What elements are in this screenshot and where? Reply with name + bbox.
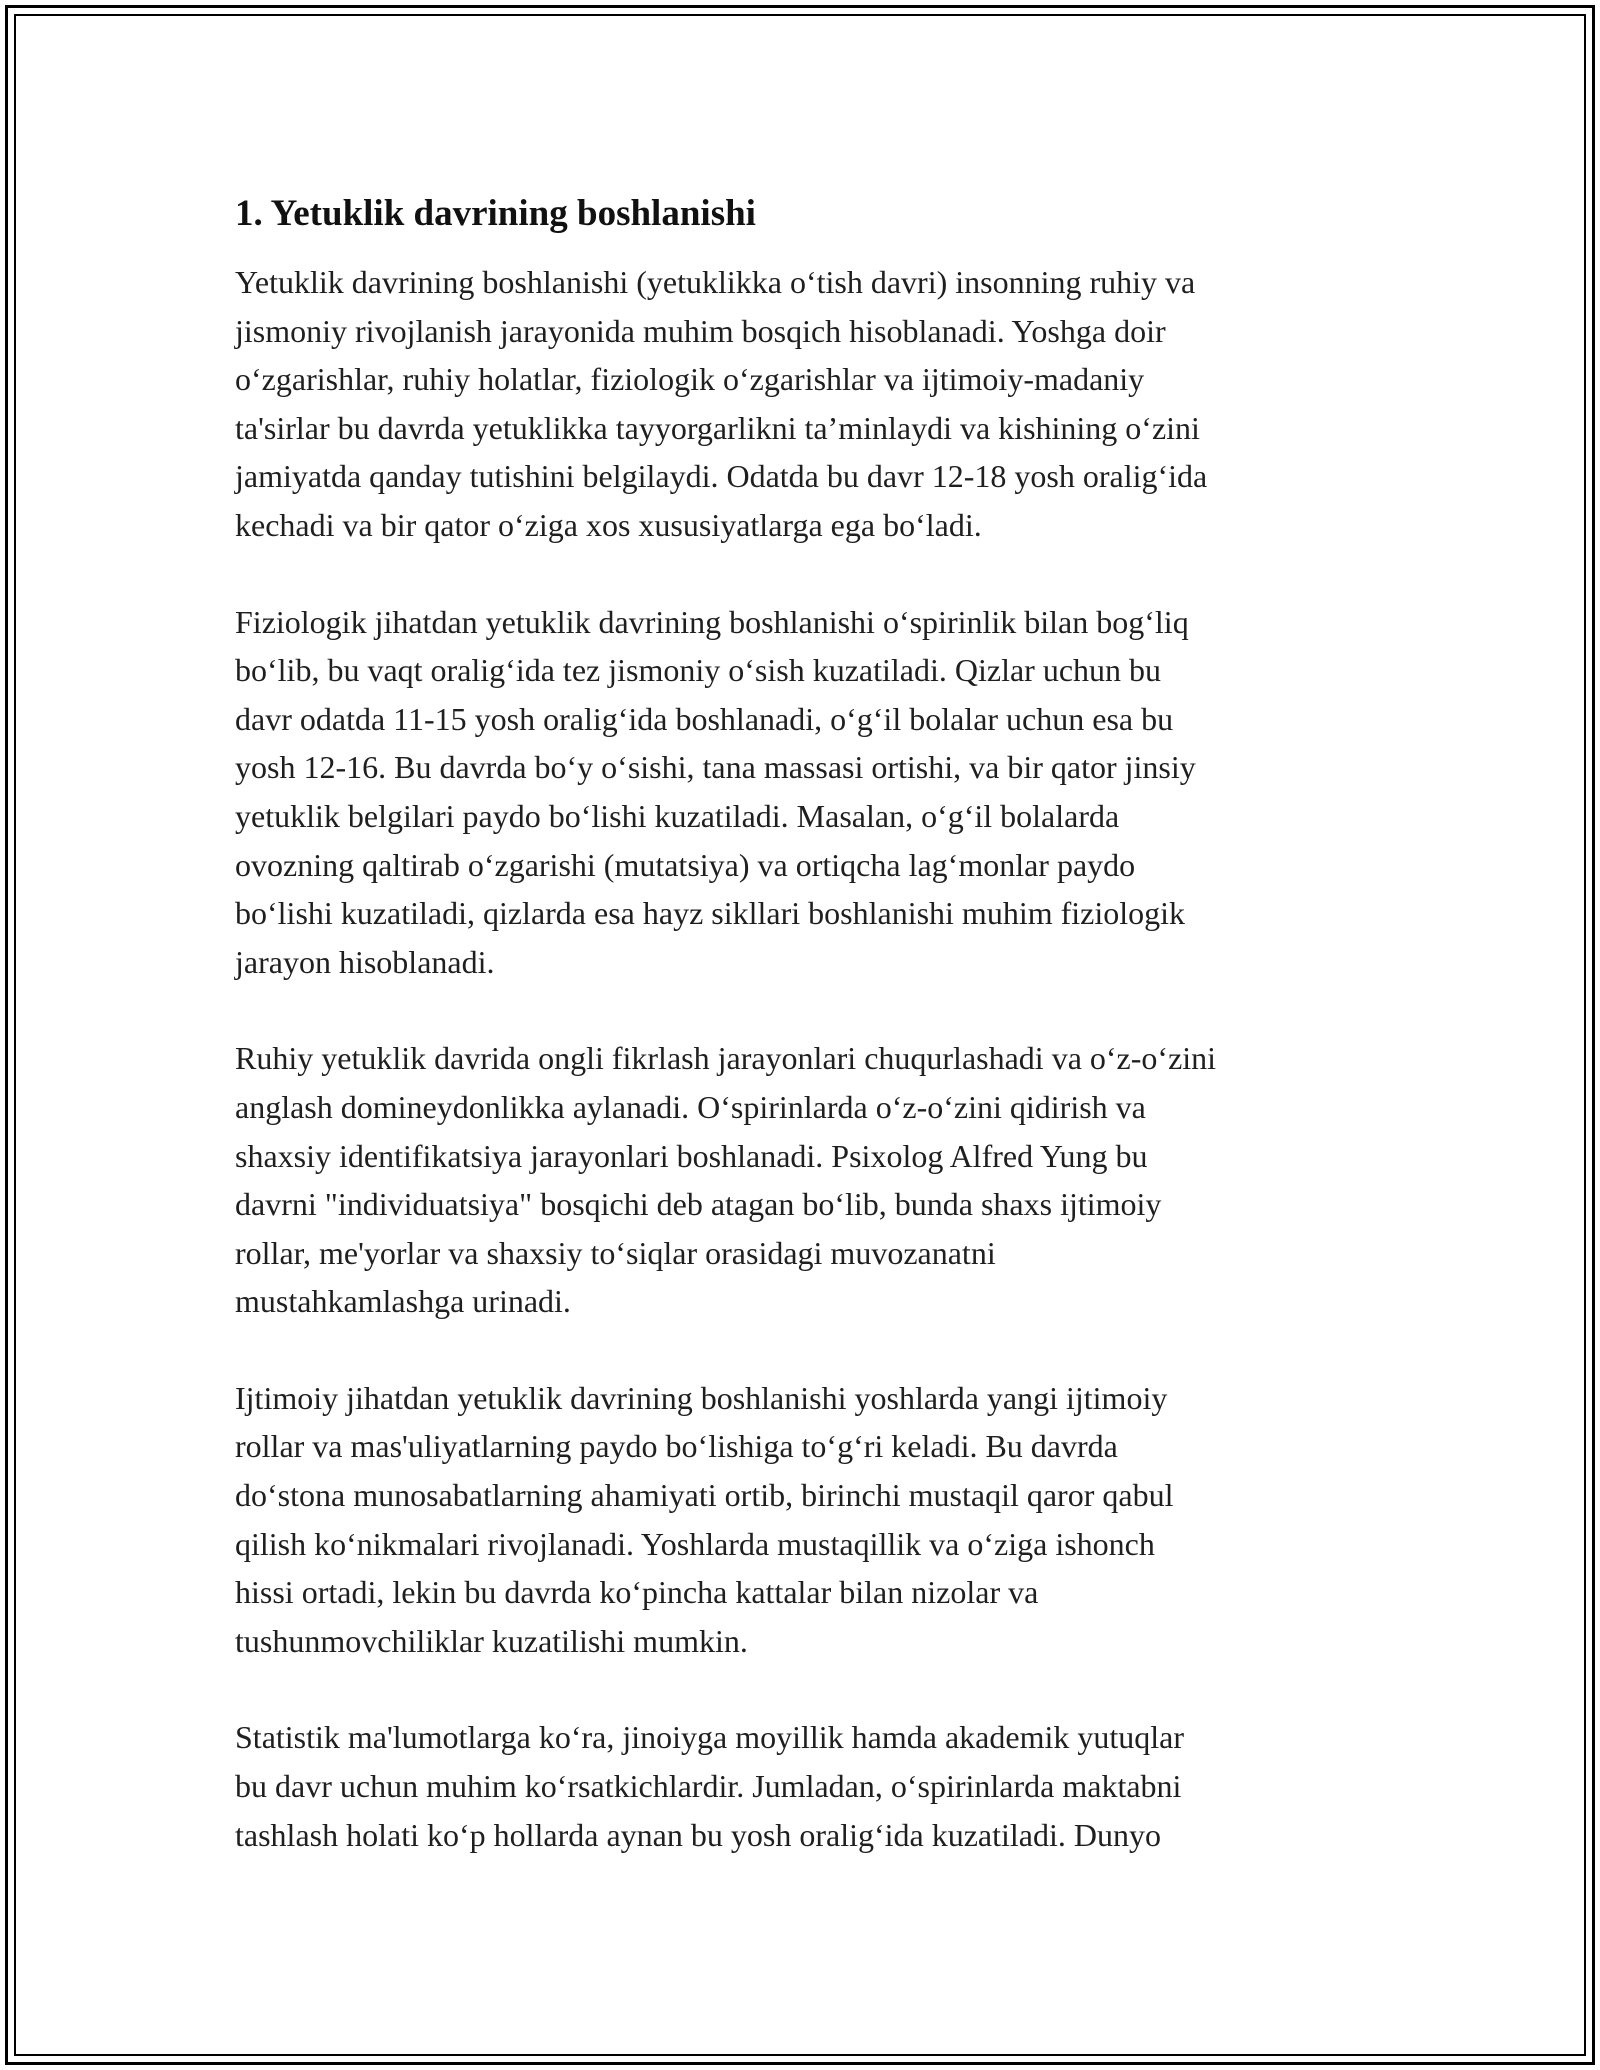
paragraph-psychological: Ruhiy yetuklik davrida ongli fikrlash jarayonlari chuqurlashadi va o‘z-o‘zini anglash domineydonlikka aylanadi. O‘spirinlarda o‘z-o‘zini qidirish va shaxsiy identifikatsiya jarayonlari boshlanadi. Psixolog Alfred Yung bu davrni "individuatsiya" bosqichi deb atagan bo‘lib, bunda shaxs ijtimoiy rollar, me'yorlar va shaxsiy to‘siqlar orasidagi muvozanatni mustahkamlashga urinadi. <box>235 1040 1217 1320</box>
paragraph-social: Ijtimoiy jihatdan yetuklik davrining boshlanishi yoshlarda yangi ijtimoiy rollar va mas'uliyatlarning paydo bo‘lishiga to‘g‘ri keladi. Bu davrda do‘stona munosabatlarning ahamiyati ortib, birinchi mustaqil qaror qabul qilish ko‘nikmalari rivojlanadi. Yoshlarda mustaqillik va o‘ziga ishonch hissi ortadi, lekin bu davrda ko‘pincha kattalar bilan nizolar va tushunmovchiliklar kuzatilishi mumkin. <box>235 1379 1174 1659</box>
document-body <box>235 188 1375 1907</box>
paragraph-statistics: Statistik ma'lumotlarga ko‘ra, jinoiyga moyillik hamda akademik yutuqlar bu davr uchun muhim ko‘rsatkichlardir. Jumladan, o‘spirinlarda maktabni tashlash holati ko‘p hollarda aynan bu yosh oralig‘ida kuzatiladi. Dunyo <box>235 1719 1184 1853</box>
section-heading: 1. Yetuklik davrining boshlanishi <box>235 193 756 234</box>
paragraph-intro: Yetuklik davrining boshlanishi (yetuklikka o‘tish davri) insonning ruhiy va jismoniy rivojlanish jarayonida muhim bosqich hisoblanadi. Yoshga doir o‘zgarishlar, ruhiy holatlar, fiziologik o‘zgarishlar va ijtimoiy-madaniy ta'sirlar bu davrda yetuklikka tayyorgarlikni ta’minlaydi va kishining o‘zini jamiyatda qanday tutishini belgilaydi. Odatda bu davr 12-18 yosh oralig‘ida kechadi va bir qator o‘ziga xos xususiyatlarga ega bo‘ladi. <box>235 264 1208 543</box>
paragraph-physiological: Fiziologik jihatdan yetuklik davrining boshlanishi o‘spirinlik bilan bog‘liq bo‘lib, bu vaqt oralig‘ida tez jismoniy o‘sish kuzatiladi. Qizlar uchun bu davr odatda 11-15 yosh oralig‘ida boshlanadi, o‘g‘il bolalar uchun esa bu yosh 12-16. Bu davrda bo‘y o‘sishi, tana massasi ortishi, va bir qator jinsiy yetuklik belgilari paydo bo‘lishi kuzatiladi. Masalan, o‘g‘il bolalarda ovozning qaltirab o‘zgarishi (mutatsiya) va ortiqcha lag‘monlar paydo bo‘lishi kuzatiladi, qizlarda esa hayz sikllari boshlanishi muhim fiziologik jarayon hisoblanadi. <box>235 603 1196 980</box>
